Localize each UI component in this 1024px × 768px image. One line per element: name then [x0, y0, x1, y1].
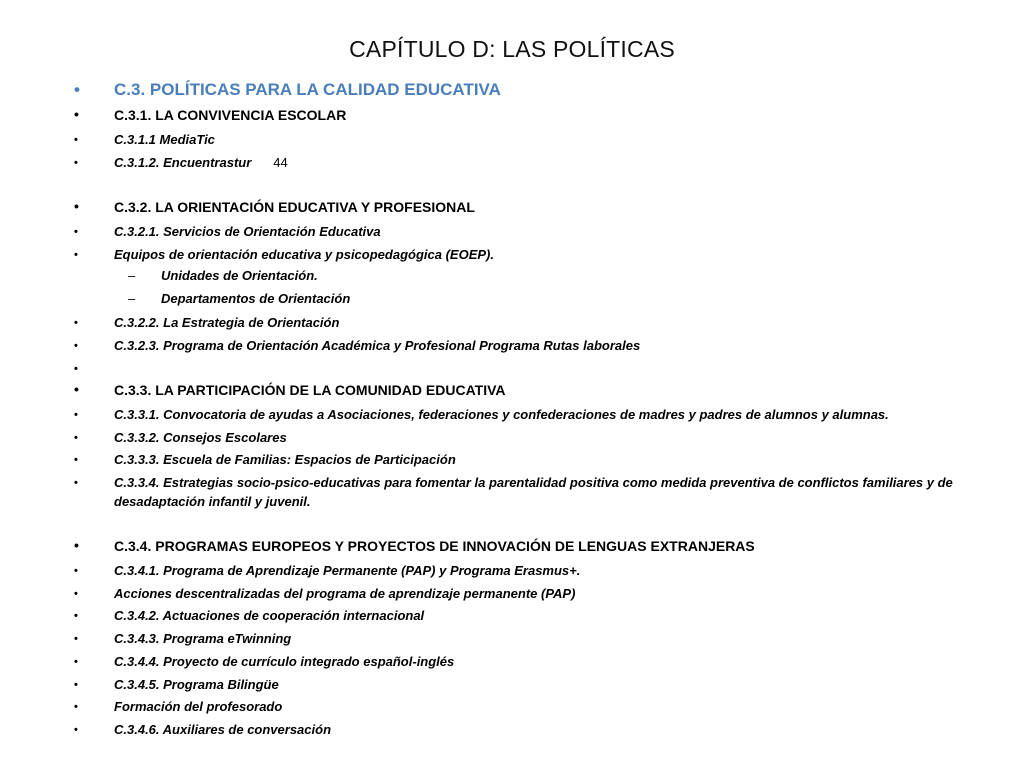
- list-item-text: Equipos de orientación educativa y psicopedagógica (EOEP).: [114, 247, 494, 262]
- list-item: [74, 153, 984, 172]
- bullet-icon: •: [74, 249, 78, 261]
- list-item-text: C.3.2.2. La Estrategia de Orientación: [114, 315, 340, 330]
- bullet-icon: •: [74, 588, 78, 600]
- bullet-icon: •: [74, 134, 78, 146]
- bullet-icon: •: [74, 477, 78, 489]
- sub-list-item: [74, 268, 984, 283]
- bullet-icon: •: [74, 610, 78, 622]
- bullet-icon: •: [74, 80, 80, 99]
- list-item-text: C.3.4.5. Programa Bilingüe: [114, 677, 279, 692]
- list-item-text: C.3.3.3. Escuela de Familias: Espacios de Participación: [114, 452, 456, 467]
- list-item-text: C.3.4. PROGRAMAS EUROPEOS Y PROYECTOS DE INNOVACIÓN DE LENGUAS EXTRANJERAS: [114, 538, 755, 554]
- bullet-icon: •: [74, 340, 78, 352]
- list-item-text: C.3.1. LA CONVIVENCIA ESCOLAR: [114, 107, 347, 123]
- list-item: [74, 245, 984, 264]
- list-item-text: C.3.1.1 MediaTic: [114, 132, 215, 147]
- list-item: [74, 584, 984, 603]
- list-item: [74, 336, 984, 355]
- bullet-icon: •: [74, 363, 78, 375]
- bullet-icon: •: [74, 633, 78, 645]
- list-item: [74, 222, 984, 241]
- bullet-icon: •: [74, 432, 78, 444]
- bullet-icon: •: [74, 537, 79, 553]
- list-item-text: C.3.2. LA ORIENTACIÓN EDUCATIVA Y PROFESIONAL: [114, 199, 475, 215]
- section-heading: [74, 80, 984, 100]
- bullet-icon: •: [74, 317, 78, 329]
- list-item: [74, 561, 984, 580]
- list-item: [74, 405, 984, 424]
- list-item: [74, 720, 984, 739]
- list-item: [74, 697, 984, 716]
- list-item-text: C.3.3.4. Estrategias socio-psico-educativas para fomentar la parentalidad positiva como medida preventiva de conflictos familiares y de desadaptación infantil y juvenil.: [114, 475, 953, 509]
- list-item-text: C.3.4.4. Proyecto de currículo integrado español-inglés: [114, 654, 455, 669]
- list-item-text: Departamentos de Orientación: [161, 291, 351, 306]
- subsection-heading: [74, 382, 984, 398]
- list-item: [74, 313, 984, 332]
- list-item-text: C.3.2.1. Servicios de Orientación Educativa: [114, 224, 381, 239]
- bullet-icon: •: [74, 454, 78, 466]
- subsection-heading: [74, 107, 984, 123]
- list-item: [74, 675, 984, 694]
- list-item: [74, 450, 984, 469]
- list-item: [74, 473, 984, 511]
- subsection-heading: [74, 538, 984, 554]
- list-item: [74, 629, 984, 648]
- bullet-icon: •: [74, 226, 78, 238]
- list-item-text: C.3.4.2. Actuaciones de cooperación internacional: [114, 608, 425, 623]
- bullet-icon: •: [74, 565, 78, 577]
- list-item-text: C.3. POLÍTICAS PARA LA CALIDAD EDUCATIVA: [114, 80, 501, 99]
- list-item-text: C.3.4.3. Programa eTwinning: [114, 631, 292, 646]
- list-item-text: Formación del profesorado: [114, 699, 283, 714]
- bullet-icon: •: [74, 724, 78, 736]
- subsection-heading: [74, 199, 984, 215]
- bullet-icon: •: [74, 409, 78, 421]
- list-item-text: C.3.3.2. Consejos Escolares: [114, 430, 287, 445]
- list-item-text: C.3.4.6. Auxiliares de conversación: [114, 722, 332, 737]
- list-item: [74, 652, 984, 671]
- list-item-text: C.3.2.3. Programa de Orientación Académica y Profesional Programa Rutas laborales: [114, 338, 641, 353]
- list-item-text: C.3.3. LA PARTICIPACIÓN DE LA COMUNIDAD EDUCATIVA: [114, 382, 506, 398]
- list-item-text: C.3.4.1. Programa de Aprendizaje Permanente (PAP) y Programa Erasmus+.: [114, 563, 581, 578]
- list-item: [74, 130, 984, 149]
- list-item-text: C.3.1.2. Encuentrastur: [114, 155, 252, 170]
- bullet-icon: •: [74, 157, 78, 169]
- list-item-text: Unidades de Orientación.: [161, 268, 318, 283]
- list-item: [74, 428, 984, 447]
- list-item-text: Acciones descentralizadas del programa de aprendizaje permanente (PAP): [114, 586, 576, 601]
- page-number: 44: [273, 155, 288, 170]
- dash-icon: –: [128, 291, 136, 306]
- slide-title: CAPÍTULO D: LAS POLÍTICAS: [349, 36, 675, 62]
- list-item: [74, 606, 984, 625]
- bullet-icon: •: [74, 701, 78, 713]
- bullet-icon: •: [74, 679, 78, 691]
- sub-list-item: [74, 291, 984, 306]
- dash-icon: –: [128, 268, 136, 283]
- bullet-icon: •: [74, 656, 78, 668]
- bullet-icon: •: [74, 198, 79, 214]
- bullet-icon: •: [74, 106, 79, 122]
- bullet-icon: •: [74, 381, 79, 397]
- list-item-text: C.3.3.1. Convocatoria de ayudas a Asociaciones, federaciones y confederaciones de madres y padres de alumnos y alumnas.: [114, 407, 889, 422]
